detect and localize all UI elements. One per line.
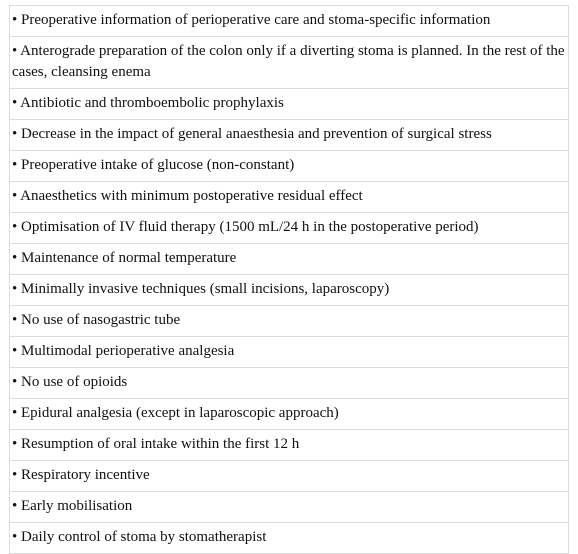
- table-cell: • Early mobilisation: [10, 492, 569, 523]
- table-row: [10, 213, 569, 244]
- table-row: [10, 182, 569, 213]
- table-cell: • Daily control of stoma by stomatherapist: [10, 523, 569, 554]
- table-row: [10, 151, 569, 182]
- protocol-table: [9, 5, 569, 554]
- table-row: [10, 368, 569, 399]
- table-cell: • Anaesthetics with minimum postoperative residual effect: [10, 182, 569, 213]
- table-row: [10, 89, 569, 120]
- table-cell: • Anterograde preparation of the colon only if a diverting stoma is planned. In the rest of the cases, cleansing enema: [10, 37, 569, 89]
- table-cell: • Preoperative information of perioperative care and stoma-specific information: [10, 6, 569, 37]
- table-row: [10, 430, 569, 461]
- table-row: [10, 306, 569, 337]
- table-cell: • Epidural analgesia (except in laparoscopic approach): [10, 399, 569, 430]
- table-row: [10, 6, 569, 37]
- table-row: [10, 120, 569, 151]
- table-cell: • Antibiotic and thromboembolic prophylaxis: [10, 89, 569, 120]
- table-cell: • Resumption of oral intake within the first 12 h: [10, 430, 569, 461]
- table-cell: • No use of nasogastric tube: [10, 306, 569, 337]
- table-cell: • Maintenance of normal temperature: [10, 244, 569, 275]
- table-row: [10, 399, 569, 430]
- table-cell: • Optimisation of IV fluid therapy (1500 mL/24 h in the postoperative period): [10, 213, 569, 244]
- protocol-table-body: [10, 6, 569, 554]
- table-cell: • Decrease in the impact of general anaesthesia and prevention of surgical stress: [10, 120, 569, 151]
- table-row: [10, 244, 569, 275]
- table-cell: • Minimally invasive techniques (small incisions, laparoscopy): [10, 275, 569, 306]
- table-row: [10, 492, 569, 523]
- table-cell: • Preoperative intake of glucose (non-constant): [10, 151, 569, 182]
- table-row: [10, 275, 569, 306]
- table-row: [10, 523, 569, 554]
- table-cell: • Respiratory incentive: [10, 461, 569, 492]
- table-row: [10, 461, 569, 492]
- table-row: [10, 337, 569, 368]
- table-cell: • Multimodal perioperative analgesia: [10, 337, 569, 368]
- protocol-table-container: [9, 5, 569, 554]
- table-cell: • No use of opioids: [10, 368, 569, 399]
- table-row: [10, 37, 569, 89]
